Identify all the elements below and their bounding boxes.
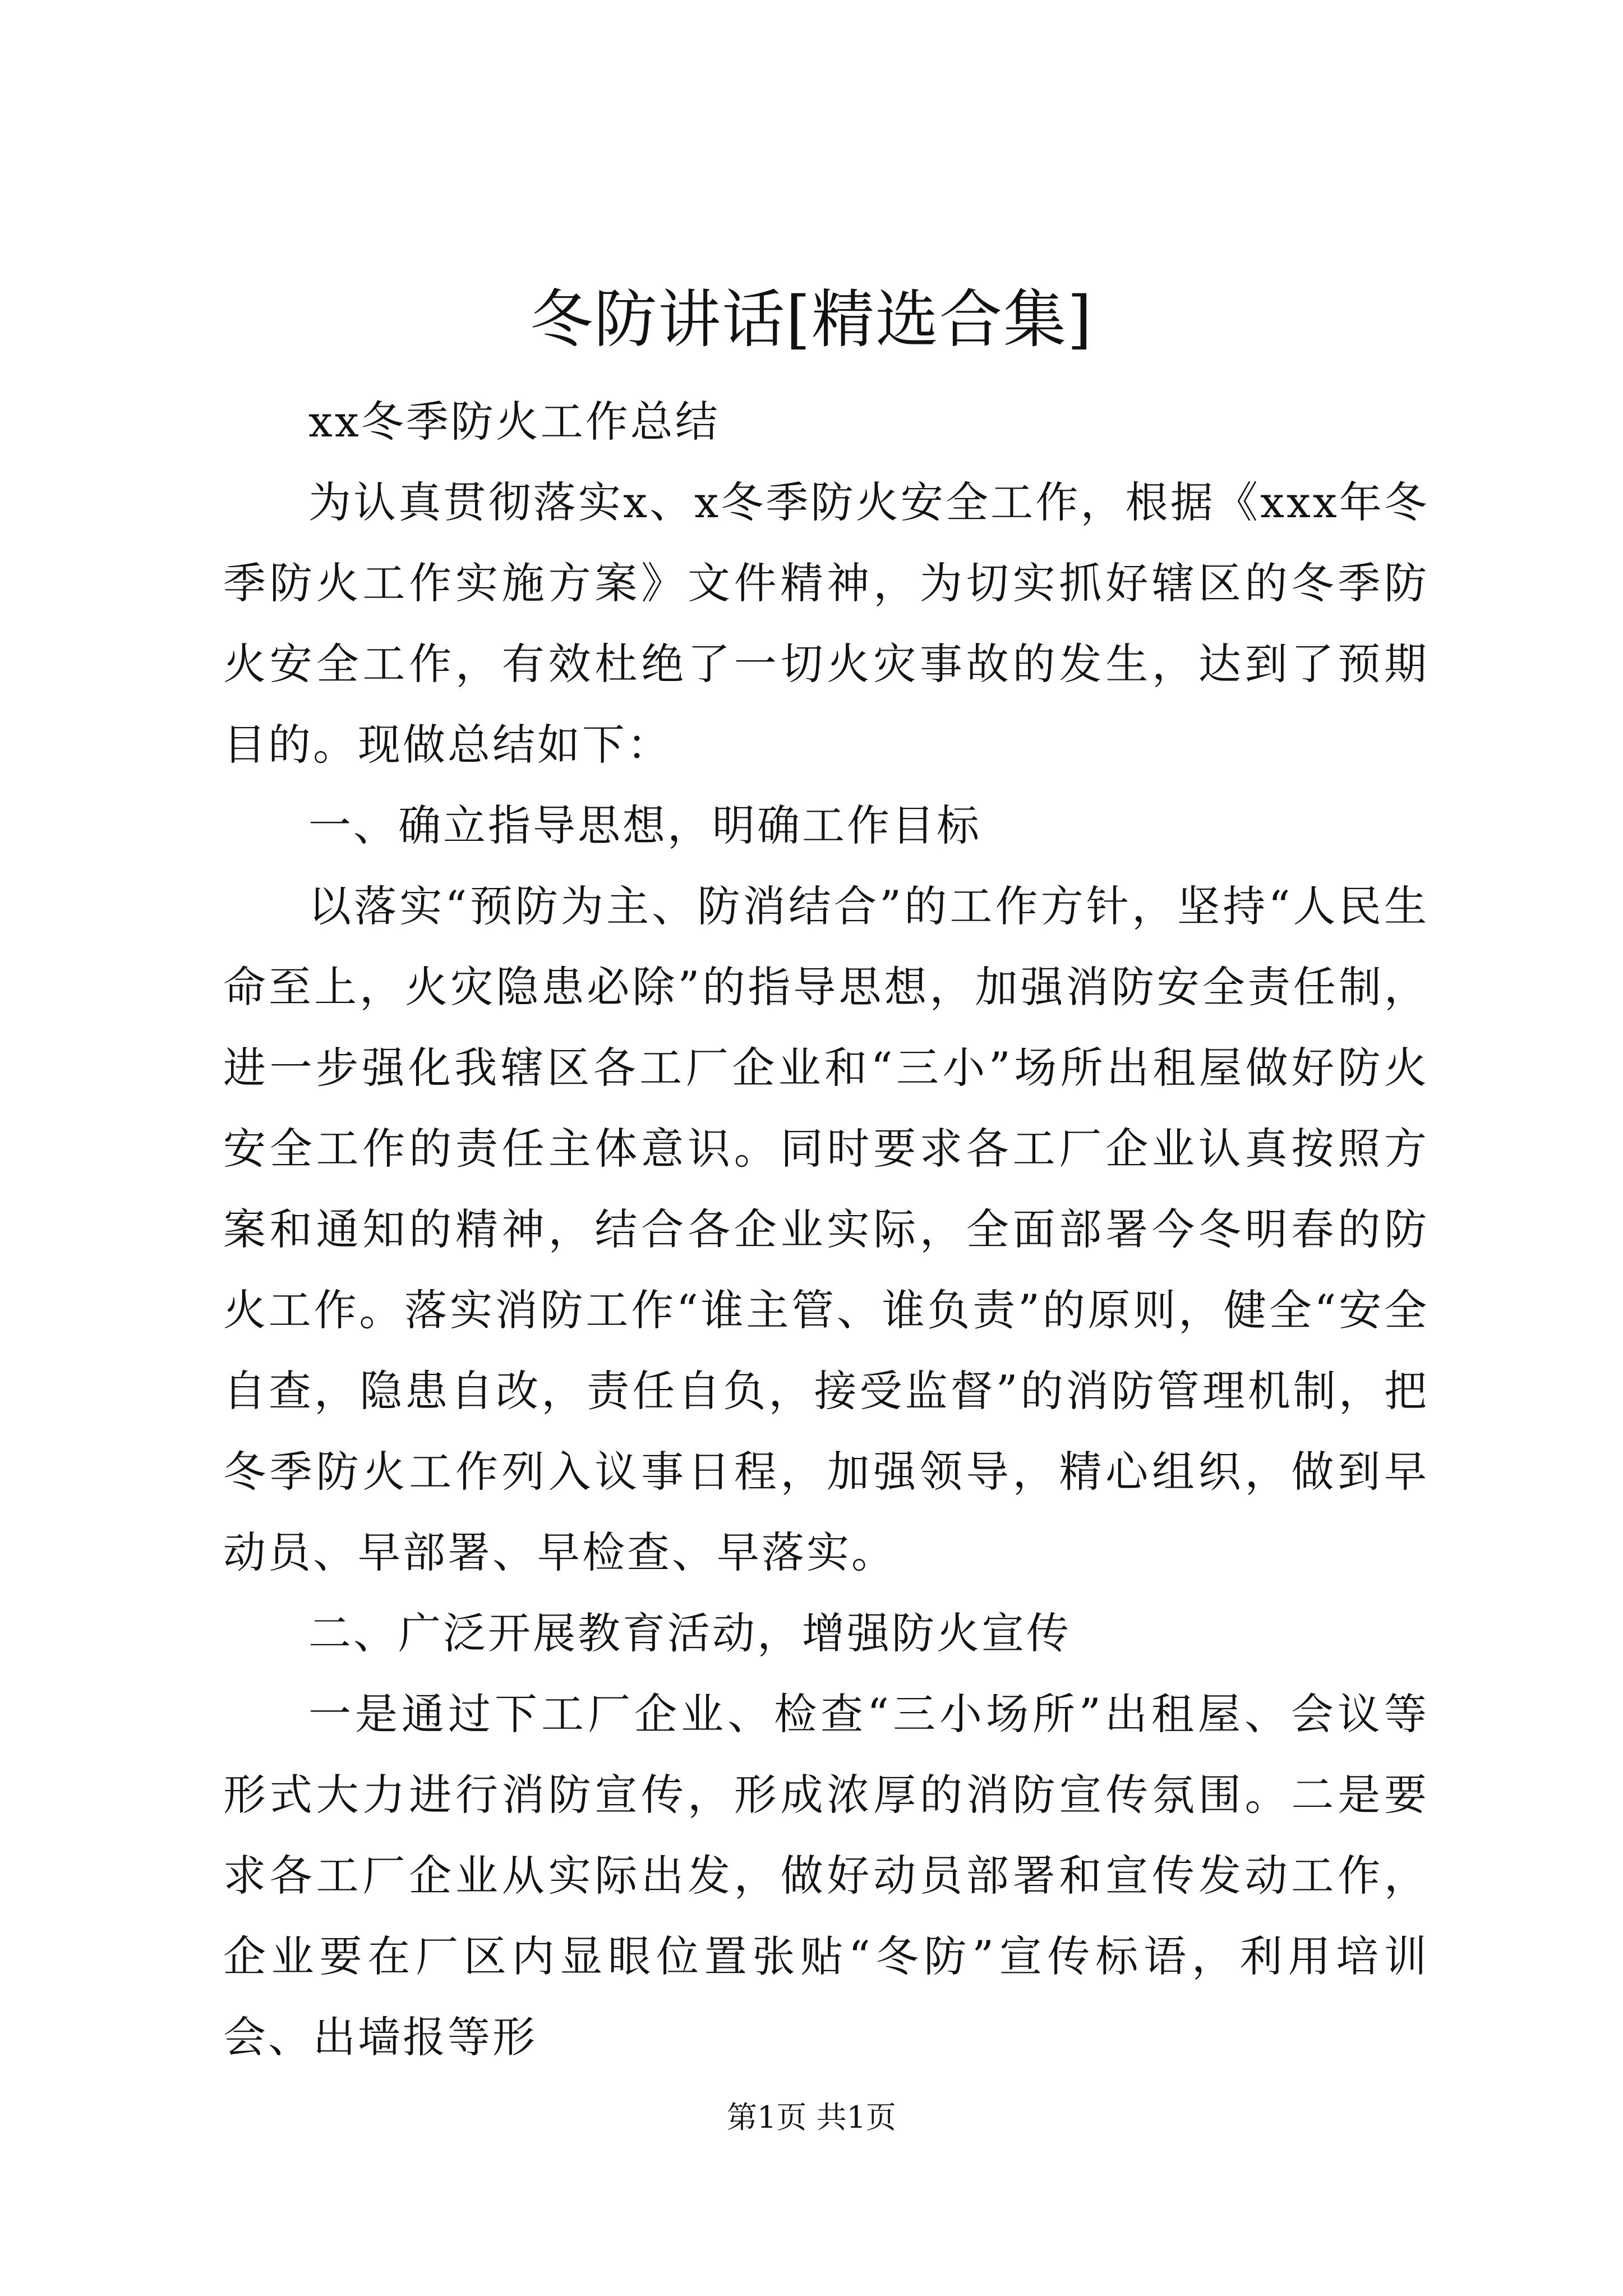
paragraph-section-1: 以落实“预防为主、防消结合”的工作方针，坚持“人民生命至上，火灾隐患必除”的指导思想，加强消防安全责任制，进一步强化我辖区各工厂企业和“三小”场所出租屋做好防火安全工作的责任主体意识。同时要求各工厂企业认真按照方案和通知的精神，结合各企业实际，全面部署今冬明春的防火工作。落实消防工作“谁主管、谁负责”的原则，健全“安全自查，隐患自改，责任自负，接受监督”的消防管理机制，把冬季防火工作列入议事日程，加强领导，精心组织，做到早动员、早部署、早检查、早落实。	[223, 881, 1429, 1577]
document-title: 冬防讲话[精选合集]	[530, 283, 1093, 356]
section-heading-2: 二、广泛开展教育活动，增强防火宣传	[308, 1608, 1071, 1658]
document-body	[223, 381, 1429, 2078]
paragraph-intro: 为认真贯彻落实x、x冬季防火安全工作，根据《xxx年冬季防火工作实施方案》文件精神，为切实抓好辖区的冬季防火安全工作，有效杜绝了一切火灾事故的发生，达到了预期目的。现做总结如下：	[223, 477, 1429, 770]
page-number-footer: 第1页 共1页	[727, 2100, 896, 2135]
paragraph-subtitle: xx冬季防火工作总结	[308, 397, 720, 447]
section-heading-1: 一、确立指导思想，明确工作目标	[308, 800, 981, 850]
paragraph-section-2: 一是通过下工厂企业、检查“三小场所”出租屋、会议等形式大力进行消防宣传，形成浓厚的消防宣传氛围。二是要求各工厂企业从实际出发，做好动员部署和宣传发动工作，企业要在厂区内显眼位置张贴“冬防”宣传标语，利用培训会、出墙报等形	[223, 1689, 1429, 2062]
